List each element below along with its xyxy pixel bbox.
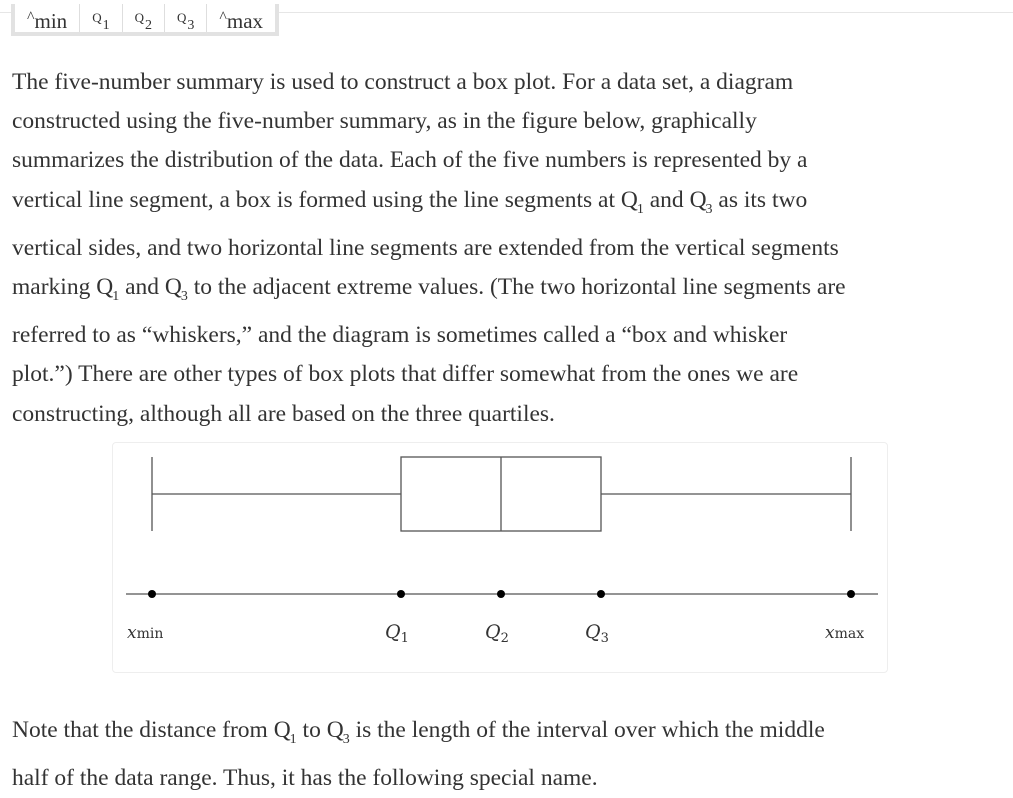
dot-q1 (397, 590, 405, 598)
dot-q3 (597, 590, 605, 598)
label-q3: $Q_3$ (585, 621, 609, 646)
box-plot-svg (113, 443, 889, 674)
q1-symbol: $Q_1$ (96, 274, 120, 305)
label-xmin: xmin (127, 623, 164, 643)
table-cell-q1: $Q_1$ (80, 4, 122, 32)
paragraph-line: vertical sides, and two horizontal line segments are extended from the vertical segments (12, 234, 839, 261)
paragraph-line: vertical line segment, a box is formed using the line segments at $Q_1$ and $Q_3$ as its two (12, 186, 808, 217)
table-cell-q2: $Q_2$ (123, 4, 165, 32)
label-xmax: xmax (825, 623, 865, 643)
paragraph-line: referred to as “whiskers,” and the diagram is sometimes called a “box and whisker (12, 322, 788, 349)
paragraph-line: summarizes the distribution of the data. Each of the five numbers is represented by a (12, 147, 808, 174)
q3-symbol: $Q_3$ (164, 274, 188, 305)
five-number-summary-table (11, 4, 279, 36)
q3-symbol: $Q_3$ (326, 717, 350, 747)
paragraph-line: plot.”) There are other types of box plots that differ somewhat from the ones we are (12, 361, 799, 388)
dot-xmin (148, 590, 156, 598)
paragraph-line: Note that the distance from $Q_1$ to $Q_3$ is the length of the interval over which the middle (12, 717, 825, 747)
dot-q2 (497, 590, 505, 598)
interquartile-note-paragraph (12, 711, 997, 798)
paragraph-line: half of the data range. Thus, it has the following special name. (12, 765, 598, 792)
q1-symbol: $Q_1$ (620, 186, 644, 217)
label-q2: $Q_2$ (485, 621, 509, 646)
paragraph-line: constructed using the five-number summary, as in the figure below, graphically (12, 108, 757, 135)
q1-symbol: $Q_1$ (273, 717, 297, 747)
table-cell-min: ^min (15, 4, 80, 32)
dot-xmax (847, 590, 855, 598)
box-plot-explanation-paragraph (12, 63, 997, 434)
label-q1: $Q_1$ (385, 621, 409, 646)
table-cell-q3: $Q_3$ (165, 4, 207, 32)
table-cell-max: ^max (219, 9, 264, 33)
q3-symbol: $Q_3$ (689, 186, 713, 217)
paragraph-line: marking $Q_1$ and $Q_3$ to the adjacent extreme values. (The two horizontal line segments are (12, 274, 846, 305)
box-plot-figure (112, 442, 888, 673)
paragraph-line: constructing, although all are based on the three quartiles. (12, 400, 555, 427)
paragraph-line: The five-number summary is used to construct a box plot. For a data set, a diagram (12, 69, 794, 95)
